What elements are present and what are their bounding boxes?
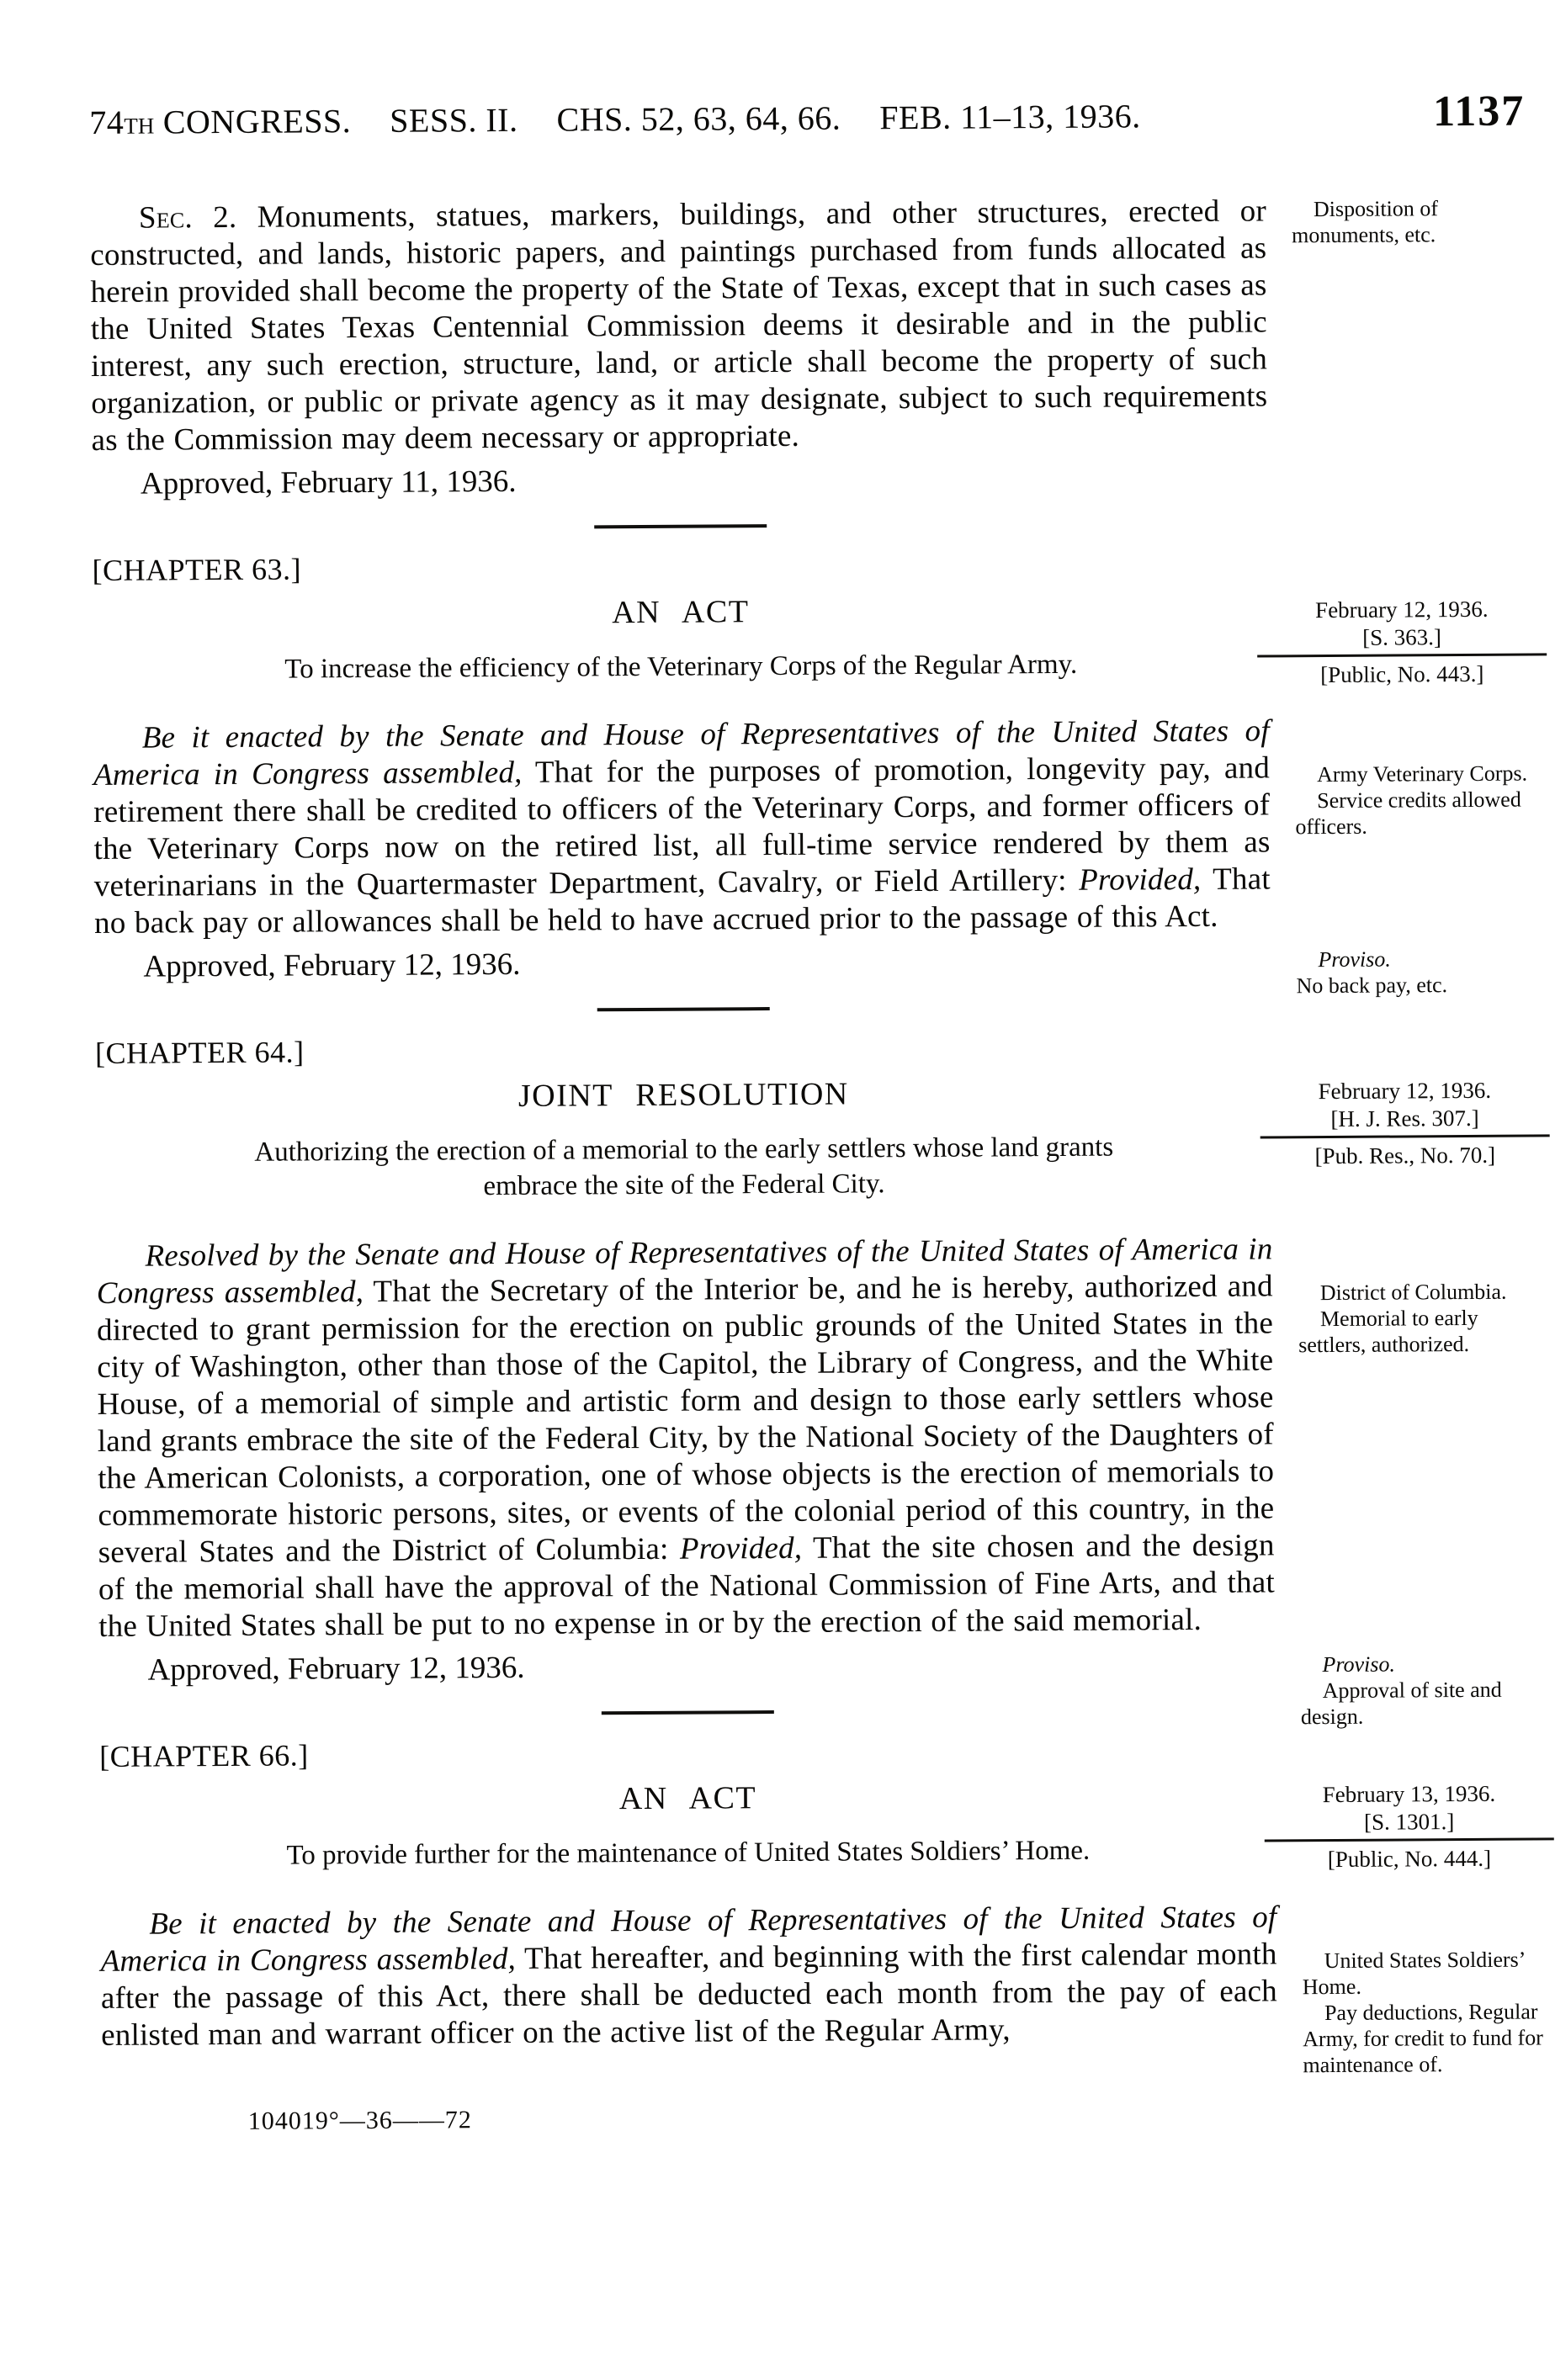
chapter-66-subtitle: To provide further for the maintenance of United States Soldiers’ Home. [286, 1835, 1091, 1871]
chapter-64-main [95, 1027, 1276, 1689]
margin-note-soldiers-home [1303, 1946, 1555, 2078]
congress-label [89, 101, 351, 142]
margin-note-no-back-pay: No back pay, etc. [1296, 973, 1448, 999]
congress-ordinal: TH [124, 113, 155, 139]
chapter-66-enacting-clause: Be it enacted by the Senate and House of Representatives of the United States of America in Congress assembled, [100, 1900, 1277, 1979]
sidenote-rule [1257, 653, 1547, 657]
chapter-64-approved: Approved, February 12, 1936. [147, 1650, 525, 1688]
chapter-66 [5, 1729, 1555, 2078]
chapter-63-enacting-clause: Be it enacted by the Senate and House of Representatives of the United States of America in Congress assembled, [93, 713, 1270, 792]
section-separator-rule [597, 1007, 769, 1011]
running-head [89, 87, 1525, 145]
chapter-63-date: February 12, 1936. [1315, 596, 1489, 623]
margin-note-memorial-text: Memorial to early settlers, authorized. [1298, 1305, 1478, 1358]
margin-note-district-columbia [1298, 1278, 1552, 1358]
chapter-66-bill-number: [S. 1301.] [1363, 1809, 1455, 1835]
date-range-label: FEB. 11–13, 1936. [879, 97, 1141, 137]
chapter-66-body-1: That hereafter, and beginning with the first calendar month after the passage of this Act, there shall be deducted each month from the pay of each enlisted man and warrant officer on the active list of the Regular Army, [100, 1937, 1278, 2053]
print-code: 104019°—36——72 [247, 2106, 472, 2135]
chapter-63-paragraph [93, 713, 1271, 942]
chapter-64-act-heading: JOINT RESOLUTION [517, 1076, 849, 1114]
chapter-66-paragraph [100, 1899, 1277, 2054]
chapter-66-main [99, 1731, 1277, 2054]
sidenote-rule [1265, 1837, 1554, 1842]
chapter-63-label: [CHAPTER 63.] [92, 552, 302, 587]
sec-2-body: Monuments, statues, markers, buildings, and other structures, erected or constructed, and lands, historic papers, and paintings purchased from funds allocated as herein provided shall become the property of the State of Texas, except that in such cases as the United States Texas Centennial Commission deems it desirable and in the public interest, any such erection, structure, land, or article shall become the property of such organization, or public or private agency as it may designate, subject to such requirements as the Commission may deem necessary or appropriate. [90, 193, 1268, 458]
separator-2-wrap [95, 1004, 1271, 1015]
margin-note-district-text: District of Columbia. [1319, 1279, 1507, 1306]
margin-note-proviso-63 [1296, 945, 1548, 999]
chapter-63-bill-number: [S. 363.] [1362, 624, 1442, 650]
chapter-63-body-2: That no back pay or allowances shall be held to have accrued prior to the passage of this Act. [93, 861, 1271, 941]
margin-note-disposition-text: Disposition of monuments, etc. [1292, 196, 1439, 248]
chapter-63 [0, 543, 1555, 999]
margin-note-corps-text: Army Veterinary Corps. [1316, 761, 1528, 787]
margin-note-pay-text: Pay deductions, Regular Army, for credit to fund for maintenance of. [1303, 1999, 1543, 2078]
margin-note-disposition [1292, 194, 1544, 248]
section-2-main [90, 193, 1268, 503]
scan-content [0, 86, 1555, 2137]
separator-1-wrap [92, 521, 1268, 532]
separator-3-wrap [99, 1707, 1276, 1718]
chapter-63-main [92, 544, 1271, 986]
margin-note-proviso-64 [1300, 1650, 1553, 1730]
congress-word: CONGRESS. [154, 102, 352, 141]
section-2-approved: Approved, February 11, 1936. [140, 464, 517, 501]
margin-note-proviso-word-63: Proviso. [1318, 946, 1391, 973]
chapters-label: CHS. 52, 63, 64, 66. [556, 98, 841, 139]
page-number: 1137 [1432, 87, 1526, 136]
chapter-66-date: February 13, 1936. [1322, 1780, 1496, 1808]
section-separator-rule [601, 1710, 773, 1715]
chapter-66-act-heading: AN ACT [618, 1780, 757, 1817]
margin-note-credits-text: Service credits allowed officers. [1295, 787, 1521, 840]
chapter-64-date: February 12, 1936. [1318, 1077, 1492, 1105]
session-label: SESS. II. [390, 100, 518, 140]
chapter-66-label: [CHAPTER 66.] [99, 1738, 309, 1773]
chapter-64 [1, 1026, 1555, 1730]
sec-2-label: Sec. 2. [138, 199, 237, 236]
chapter-64-resolution-number: [H. J. Res. 307.] [1330, 1105, 1479, 1132]
chapter-64-resolving-clause: Resolved by the Senate and House of Representatives of the United States of America in Congress assembled, [96, 1232, 1273, 1311]
chapter-63-act-heading: AN ACT [612, 594, 750, 631]
margin-note-home-text: United States Soldiers’ Home. [1302, 1947, 1525, 2000]
margin-note-army-veterinary [1295, 760, 1548, 840]
chapter-63-sidenote-citation [1257, 595, 1547, 689]
chapter-64-body-2: That the site chosen and the design of the memorial shall have the approval of the National Commission of Fine Arts, and that the United States shall be put to no expense in or by the erection of the said memorial. [98, 1528, 1276, 1644]
chapter-63-approved: Approved, February 12, 1936. [143, 946, 521, 984]
chapter-64-public-number: [Pub. Res., No. 70.] [1314, 1142, 1496, 1169]
margin-note-approval-text: Approval of site and design. [1300, 1677, 1502, 1730]
chapter-64-paragraph [96, 1231, 1275, 1646]
chapter-63-body-1: That for the purposes of promotion, longevity pay, and retirement there shall be credited to officers of the Veterinary Corps, and former officers of the Veterinary Corps now on the retired list, all full-time service rendered by them as veterinarians in the Quartermaster Department, Cavalry, or Field Artillery: [93, 750, 1271, 904]
chapter-63-proviso-word: Provided, [1078, 861, 1202, 898]
section-2-paragraph [90, 193, 1268, 459]
chapter-64-subtitle: Authorizing the erection of a memorial to the early settlers whose land grants embrace the site of the Federal City. [254, 1132, 1114, 1202]
chapter-64-proviso-word: Provided, [679, 1530, 803, 1566]
congress-number: 74 [89, 103, 125, 141]
chapter-64-sidenote-citation [1260, 1076, 1550, 1170]
chapter-64-body-1: That the Secretary of the Interior be, and he is hereby, authorized and directed to grant permission for the erection on public grounds of the United States in the city of Washington, other than those of the Capitol, the Library of Congress, and the White House, of a memorial of simple and artistic form and design to those early settlers whose land grants embrace the site of the Federal City, by the National Society of the Daughters of the American Colonists, a corporation, one of whose objects is the erection of memorials to commemorate historic persons, sites, or events of the colonial period of this country, in the several States and the District of Columbia: [96, 1269, 1275, 1570]
section-separator-rule [594, 524, 767, 528]
chapter-66-sidenote-citation [1264, 1779, 1554, 1874]
chapter-63-public-number: [Public, No. 443.] [1320, 660, 1484, 688]
margin-note-proviso-word-64: Proviso. [1322, 1651, 1396, 1678]
sidenote-rule [1260, 1134, 1550, 1138]
chapter-64-label: [CHAPTER 64.] [94, 1035, 305, 1070]
chapter-63-subtitle: To increase the efficiency of the Veterinary Corps of the Regular Army. [284, 649, 1078, 685]
chapter-66-public-number: [Public, No. 444.] [1327, 1845, 1492, 1873]
section-2 [0, 191, 1552, 503]
